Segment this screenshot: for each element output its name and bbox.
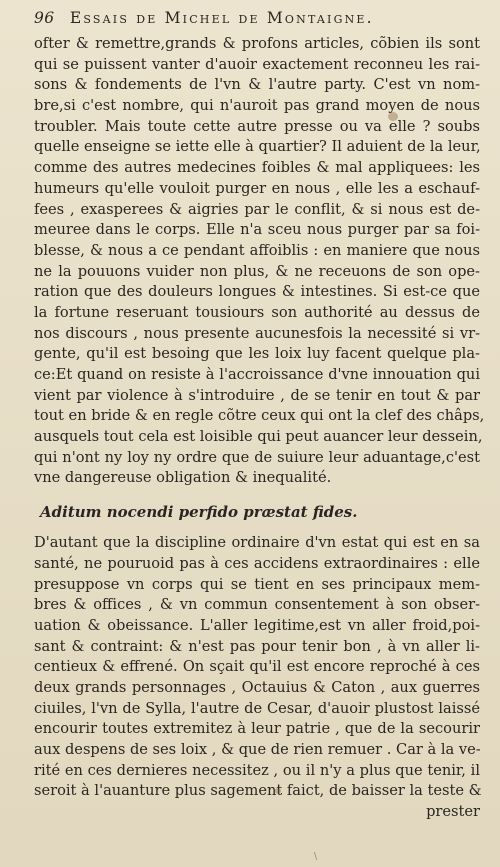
text-line: humeurs qu'elle vouloit purger en nous , elle les a eschauf- xyxy=(34,179,480,197)
text-line: qui n'ont ny loy ny ordre que de suiure leur aduantage,c'est xyxy=(34,448,480,466)
text-line: centieux & effrené. On sçait qu'il est encore reproché à ces xyxy=(34,658,480,676)
paragraph-2 xyxy=(34,533,480,802)
text-line: presuppose vn corps qui se tient en ses principaux mem- xyxy=(34,575,480,593)
text-line: aux despens de ses loix , & que de rien remuer . Car à la ve- xyxy=(34,741,481,758)
text-line: encourir toutes extremitez à leur patrie , que de la secourir xyxy=(34,720,480,738)
text-line: D'autant que la discipline ordinaire d'vn estat qui est en sa xyxy=(34,534,480,552)
text-line: fees , exasperees & aigries par le conflit, & si nous est de- xyxy=(34,200,480,218)
text-line: meuree dans le corps. Elle n'a sceu nous purger par sa foi- xyxy=(34,221,480,239)
text-line: sant & contraint: & n'est pas pour tenir bon , à vn aller li- xyxy=(34,637,480,655)
ink-stain xyxy=(275,788,281,794)
text-body xyxy=(34,34,485,823)
section-heading: Aditum nocendi perfido præstat fides. xyxy=(40,503,358,522)
text-line: vne dangereuse obligation & inequalité. xyxy=(34,469,332,487)
text-line: comme des autres medecines foibles & mal appliquees: les xyxy=(34,159,480,177)
text-line: ce:Et quand on resiste à l'accroissance d'vne innouation qui xyxy=(34,366,480,383)
catchword: prester xyxy=(426,803,480,821)
text-line: santé, ne pouruoid pas à ces accidens extraordinaires : elle xyxy=(34,554,480,572)
text-line: ofter & remettre,grands & profons articles, cõbien ils sont xyxy=(34,35,480,52)
running-header xyxy=(34,8,474,28)
text-line: vient par violence à s'introduire , de se tenir en tout & par xyxy=(34,386,480,404)
text-line: seroit à l'auanture plus sagement faict, de baisser la teste & xyxy=(34,782,482,800)
text-line: ciuiles, l'vn de Sylla, l'autre de Cesar, d'auoir plustost laissé xyxy=(34,699,480,717)
text-line: rité en ces dernieres necessitez , ou il n'y a plus que tenir, il xyxy=(34,761,480,779)
text-line: blesse, & nous a ce pendant affoiblis : en maniere que nous xyxy=(34,241,480,259)
ink-stain xyxy=(388,112,398,121)
text-line: la fortune reseruant tousiours son authorité au dessus de xyxy=(34,303,480,321)
text-line: ne la pouuons vuider non plus, & ne receuons de son ope- xyxy=(34,262,480,280)
bottom-mark: \ xyxy=(314,852,318,862)
text-line: deux grands personnages , Octauius & Caton , aux guerres xyxy=(34,678,480,696)
text-line: troubler. Mais toute cette autre presse ou va elle ? soubs xyxy=(34,117,480,135)
text-line: sons & fondements de l'vn & l'autre party. C'est vn nom- xyxy=(34,76,480,94)
text-line: quelle enseigne se iette elle à quartier? Il aduient de la leur, xyxy=(34,138,481,156)
paragraph-1 xyxy=(34,34,485,489)
text-line: bres & offices , & vn commun consentement à son obser- xyxy=(34,596,480,614)
text-line: ration que des douleurs longues & intestines. Si est-ce que xyxy=(34,283,480,301)
text-line: uation & obeissance. L'aller legitime,est vn aller froid,poi- xyxy=(34,616,480,634)
text-line: nos discours , nous presente aucunesfois la necessité si vr- xyxy=(34,324,480,342)
page-number: 96 xyxy=(34,9,55,27)
text-line: tout en bride & en regle cõtre ceux qui ont la clef des châps, xyxy=(34,407,485,425)
text-line: bre,si c'est nombre, qui n'auroit pas grand moyen de nous xyxy=(34,97,480,115)
text-line: gente, qu'il est besoing que les loix luy facent quelque pla- xyxy=(34,345,480,363)
running-title: Essais de Michel de Montaigne. xyxy=(69,9,374,27)
text-line: ausquels tout cela est loisible qui peut auancer leur dessein, xyxy=(34,428,483,446)
text-line: qui se puissent vanter d'auoir exactement reconneu les rai- xyxy=(34,55,480,73)
